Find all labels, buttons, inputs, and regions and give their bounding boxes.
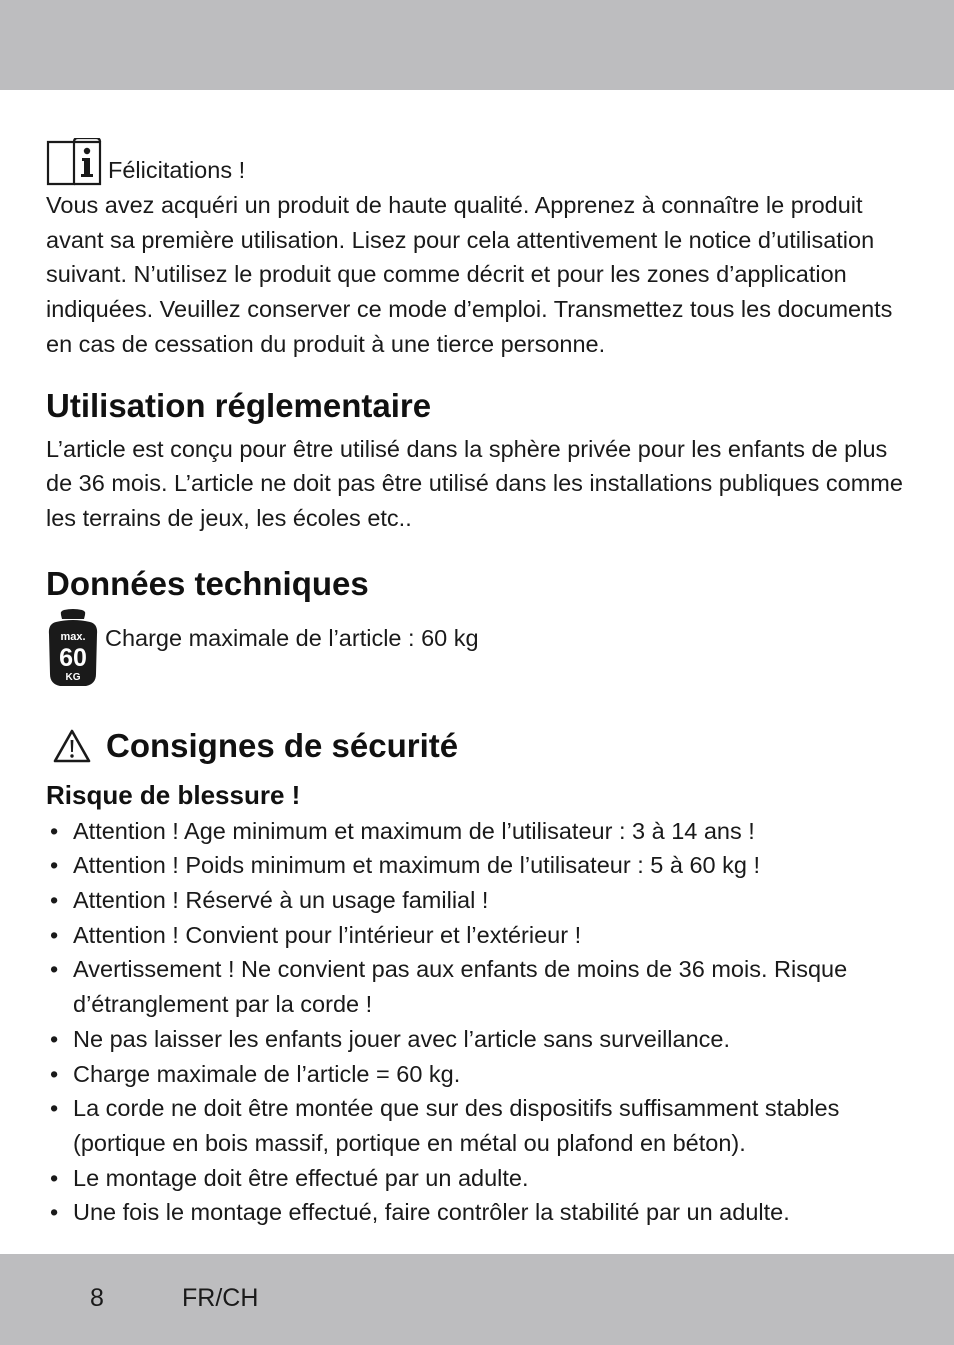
max-weight-icon-unit: KG (65, 671, 81, 683)
tech-heading: Données techniques (46, 564, 369, 602)
list-item: • Une fois le montage effectué, faire contrôler la stabilité par un adulte. (46, 1195, 906, 1230)
header-band (0, 0, 954, 90)
intro-title: Félicitations ! (108, 157, 246, 183)
list-item: • Attention ! Convient pour l’intérieur et l’extérieur ! (46, 918, 906, 953)
safety-heading-row (46, 726, 906, 766)
page-language: FR/CH (182, 1284, 259, 1312)
list-item: • La corde ne doit être montée que sur des dispositifs suffisamment stables (portique en bois massif, portique en métal ou plafond en béton). (46, 1091, 906, 1160)
max-weight-icon-value: 60 (59, 643, 87, 672)
tech-max-load: Charge maximale de l’article : 60 kg (105, 625, 479, 652)
safety-subheading: Risque de blessure ! (46, 779, 301, 810)
safety-heading: Consignes de sécurité (106, 726, 459, 764)
intro-header (46, 130, 906, 186)
safety-list (46, 814, 906, 1230)
tech-row (46, 608, 906, 688)
list-item: • Ne pas laisser les enfants jouer avec l’article sans surveillance. (46, 1022, 906, 1057)
list-item: • Le montage doit être effectué par un adulte. (46, 1161, 906, 1196)
page-content (46, 130, 906, 1230)
max-weight-icon-label: max. (60, 630, 86, 643)
intro-paragraph: Vous avez acquéri un produit de haute qualité. Apprenez à connaître le produit avant sa première utilisation. Lisez pour cela attentivement le notice d’utilisation suivant. N’utilisez le produit que comme décrit et pour les zones d’application indiquées. Veuillez conserver ce mode d’emploi. Transmettez tous les documents en cas de cessation du produit à une tierce personne. (46, 192, 893, 357)
info-book-icon (46, 138, 102, 186)
list-item: • Attention ! Age minimum et maximum de l’utilisateur : 3 à 14 ans ! (46, 814, 906, 849)
list-item: • Avertissement ! Ne convient pas aux enfants de moins de 36 mois. Risque d’étranglement par la corde ! (46, 952, 906, 1021)
usage-paragraph: L’article est conçu pour être utilisé dans la sphère privée pour les enfants de plus de 36 mois. L’article ne doit pas être utilisé dans les installations publiques comme les terrains de jeux, les écoles etc.. (46, 435, 903, 531)
warning-triangle-icon (52, 728, 92, 764)
max-weight-icon (46, 608, 100, 688)
list-item: • Attention ! Poids minimum et maximum de l’utilisateur : 5 à 60 kg ! (46, 848, 906, 883)
footer-band (0, 1254, 954, 1345)
list-item: • Attention ! Réservé à un usage familial ! (46, 883, 906, 918)
page-number: 8 (90, 1284, 104, 1312)
list-item: • Charge maximale de l’article = 60 kg. (46, 1057, 906, 1092)
usage-heading: Utilisation réglementaire (46, 386, 432, 424)
